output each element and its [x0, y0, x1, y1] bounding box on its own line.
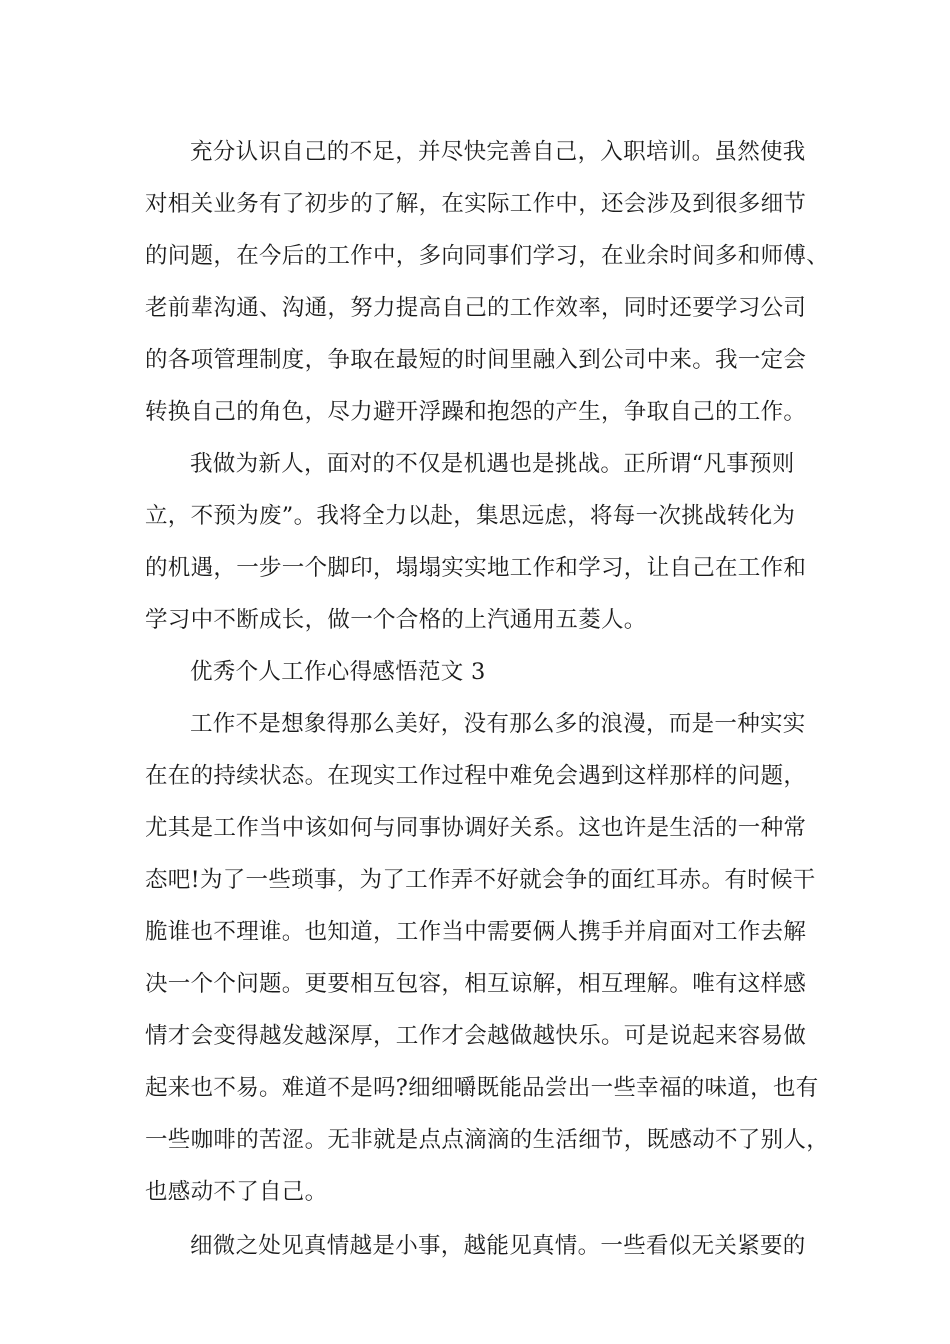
- section-heading: [145, 646, 815, 698]
- text-line: 的各项管理制度，争取在最短的时间里融入到公司中来。我一定会: [145, 347, 807, 373]
- text-line: 的机遇，一步一个脚印，塌塌实实地工作和学习，让自己在工作和: [145, 555, 807, 581]
- paragraph: [145, 438, 815, 646]
- text-line: 立，不预为废”。我将全力以赴，集思远虑，将每一次挑战转化为: [145, 503, 796, 529]
- text-line: 工作不是想象得那么美好，没有那么多的浪漫，而是一种实实: [190, 711, 806, 737]
- text-line: 一些咖啡的苦涩。无非就是点点滴滴的生活细节，既感动不了别人，: [145, 1127, 830, 1153]
- text-line: 充分认识自己的不足，并尽快完善自己，入职培训。虽然使我: [190, 139, 806, 165]
- text-line: 决一个个问题。更要相互包容，相互谅解，相互理解。唯有这样感: [145, 971, 807, 997]
- paragraph: [145, 1220, 815, 1272]
- paragraph: [145, 698, 830, 1218]
- text-line: 老前辈沟通、沟通，努力提高自己的工作效率，同时还要学习公司: [145, 295, 807, 321]
- paragraph: [145, 126, 830, 438]
- text-line: 脆谁也不理谁。也知道，工作当中需要俩人携手并肩面对工作去解: [145, 919, 807, 945]
- heading-text: 优秀个人工作心得感悟范文 3: [190, 659, 486, 685]
- text-line: 细微之处见真情越是小事，越能见真情。一些看似无关紧要的: [190, 1233, 806, 1259]
- text-line: 起来也不易。难道不是吗?细细嚼既能品尝出一些幸福的味道，也有: [145, 1075, 819, 1101]
- text-line: 的问题，在今后的工作中，多向同事们学习，在业余时间多和师傅、: [145, 243, 830, 269]
- text-line: 也感动不了自己。: [145, 1179, 328, 1205]
- text-line: 转换自己的角色，尽力避开浮躁和抱怨的产生，争取自己的工作。: [145, 399, 807, 425]
- text-line: 我做为新人，面对的不仅是机遇也是挑战。正所谓“凡事预则: [190, 451, 795, 477]
- text-line: 态吧!为了一些琐事，为了工作弄不好就会争的面红耳赤。有时候干: [145, 867, 816, 893]
- text-line: 学习中不断成长，做一个合格的上汽通用五菱人。: [145, 607, 647, 633]
- document-body: [145, 126, 830, 1272]
- text-line: 情才会变得越发越深厚，工作才会越做越快乐。可是说起来容易做: [145, 1023, 807, 1049]
- text-line: 尤其是工作当中该如何与同事协调好关系。这也许是生活的一种常: [145, 815, 807, 841]
- text-line: 在在的持续状态。在现实工作过程中难免会遇到这样那样的问题，: [145, 763, 807, 789]
- text-line: 对相关业务有了初步的了解，在实际工作中，还会涉及到很多细节: [145, 191, 807, 217]
